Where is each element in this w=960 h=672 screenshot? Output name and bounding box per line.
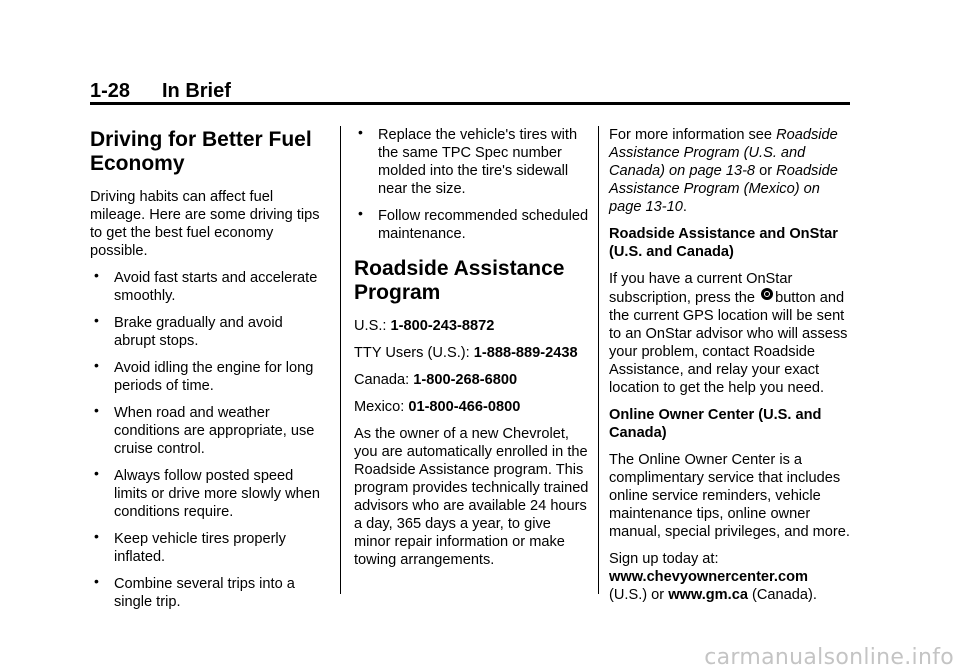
list-item: • When road and weather conditions are appropriate, use cruise control. (94, 402, 315, 457)
column-2 (354, 126, 590, 578)
list-item: • Always follow posted speed limits or drive more slowly when conditions require. (94, 465, 320, 520)
column-divider (598, 126, 599, 594)
link-chevyownercenter[interactable]: www.chevyownercenter.com (609, 569, 808, 585)
onstar-heading: Roadside Assistance and OnStar (U.S. and Canada) (609, 226, 838, 260)
page-number: 1-28 (90, 80, 131, 102)
heading-roadside: Roadside Assistance Program (354, 257, 565, 304)
onstar-body: If you have a current OnStar subscription, press the button and the current GPS location will be sent to an OnStar advisor who will assess your problem, contact Roadside Assistance, and relay your exact location to get the help you need. (609, 271, 848, 396)
list-item: • Keep vehicle tires properly inflated. (94, 528, 286, 565)
watermark: carmanualsonline.info (704, 645, 954, 670)
list-item: • Avoid idling the engine for long periods of time. (94, 357, 314, 394)
bullet-icon: • (94, 402, 99, 418)
onstar-button-icon (761, 288, 773, 300)
phone-canada: Canada: 1-800-268-6800 (354, 372, 518, 388)
phone-tty: TTY Users (U.S.): 1-888-889-2438 (354, 345, 578, 361)
fuel-tips-list-continued (354, 126, 590, 243)
owner-center-heading: Online Owner Center (U.S. and Canada) (609, 407, 822, 441)
bullet-icon: • (94, 573, 99, 589)
list-item: • Brake gradually and avoid abrupt stops. (94, 312, 283, 349)
bullet-icon: • (358, 124, 363, 140)
bullet-icon: • (358, 205, 363, 221)
link-roadside-us-canada[interactable]: Roadside Assistance Program (U.S. and Canada) on page 13-8 (609, 127, 838, 179)
list-item: • Follow recommended scheduled maintenance. (358, 205, 589, 242)
bullet-icon: • (94, 267, 99, 283)
bullet-icon: • (94, 312, 99, 328)
bullet-icon: • (94, 528, 99, 544)
fuel-tips-list (90, 269, 328, 611)
list-item: • Avoid fast starts and accelerate smoothly. (94, 267, 318, 304)
phone-mexico: Mexico: 01-800-466-0800 (354, 399, 521, 415)
header-rule (90, 102, 850, 105)
roadside-body: As the owner of a new Chevrolet, you are automatically enrolled in the Roadside Assistance program. This program provides technically trained advisors who are available 24 hours a day, 365 days a year, to give minor repair information or make towing arrangements. (354, 426, 589, 568)
fuel-intro: Driving habits can affect fuel mileage. Here are some driving tips to get the best fuel economy possible. (90, 189, 320, 259)
column-1 (90, 126, 328, 620)
link-gm-ca[interactable]: www.gm.ca (668, 587, 748, 603)
owner-center-body: The Online Owner Center is a complimentary service that includes online service reminders, vehicle maintenance tips, online owner manual, special privileges, and more. (609, 452, 850, 540)
list-item: • Replace the vehicle's tires with the same TPC Spec number molded into the tire's sidewall near the size. (358, 124, 578, 197)
column-3 (609, 126, 854, 613)
section-title: In Brief (162, 80, 231, 102)
signup: Sign up today at: www.chevyownercenter.com (U.S.) or www.gm.ca (Canada). (609, 551, 817, 603)
heading-fuel-economy: Driving for Better Fuel Economy (90, 128, 312, 175)
more-info: For more information see Roadside Assistance Program (U.S. and Canada) on page 13-8 or Roadside Assistance Program (Mexico) on page 13-10. (609, 127, 838, 215)
link-roadside-mexico[interactable]: Roadside Assistance Program (Mexico) on page 13-10 (609, 163, 838, 215)
list-item: • Combine several trips into a single trip. (94, 573, 295, 610)
page-header (90, 80, 852, 104)
bullet-icon: • (94, 357, 99, 373)
phone-us: U.S.: 1-800-243-8872 (354, 318, 495, 334)
column-divider (340, 126, 341, 594)
bullet-icon: • (94, 465, 99, 481)
